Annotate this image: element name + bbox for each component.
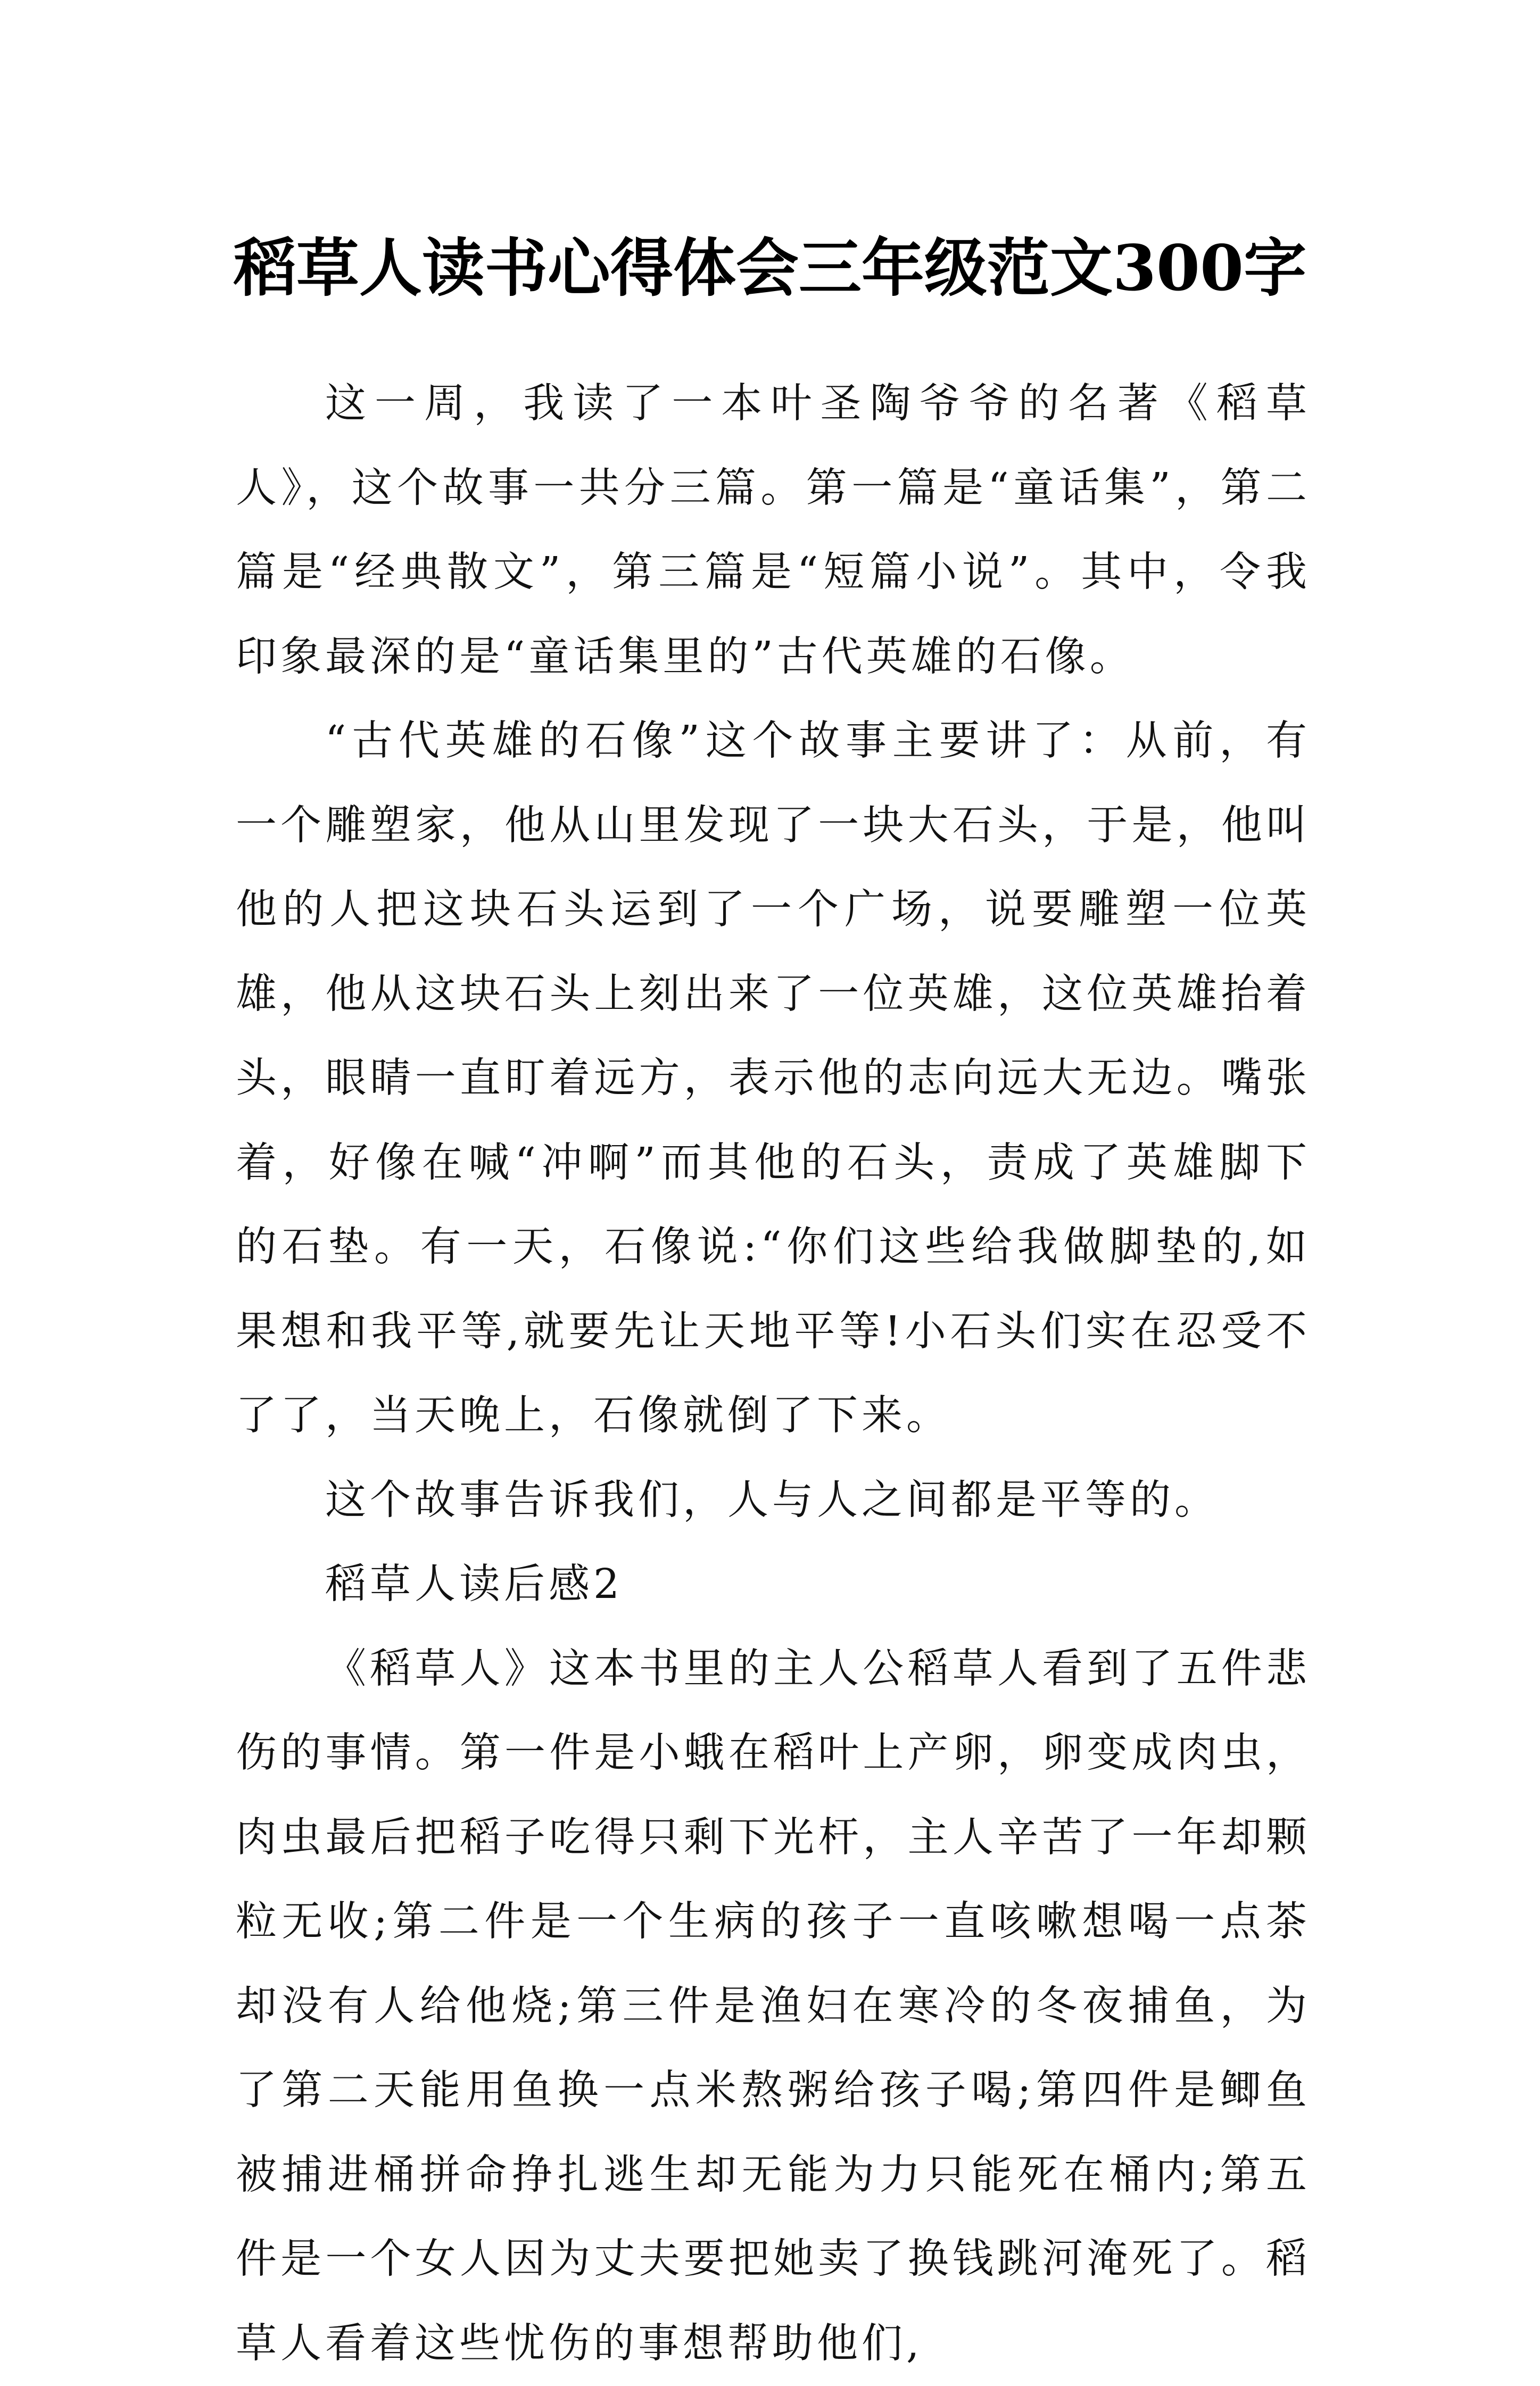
section-heading: 稻草人读后感2 xyxy=(236,1543,1311,1627)
document-title: 稻草人读书心得体会三年级范文300字 xyxy=(0,228,1540,308)
document-body xyxy=(236,362,1311,2386)
paragraph: 《稻草人》这本书里的主人公稻草人看到了五件悲伤的事情。第一件是小蛾在稻叶上产卵，卵变成肉虫，肉虫最后把稻子吃得只剩下光杆，主人辛苦了一年却颗粒无收;第二件是一个生病的孩子一直咳嗽想喝一点茶却没有人给他烧;第三件是渔妇在寒冷的冬夜捕鱼，为了第二天能用鱼换一点米熬粥给孩子喝;第四件是鲫鱼被捕进桶拼命挣扎逃生却无能为力只能死在桶内;第五件是一个女人因为丈夫要把她卖了换钱跳河淹死了。稻草人看着这些忧伤的事想帮助他们, xyxy=(236,1627,1311,2386)
paragraph: 这一周，我读了一本叶圣陶爷爷的名著《稻草人》，这个故事一共分三篇。第一篇是“童话集”，第二篇是“经典散文”，第三篇是“短篇小说”。其中，令我印象最深的是“童话集里的”古代英雄的石像。 xyxy=(236,362,1311,699)
paragraph: “古代英雄的石像”这个故事主要讲了：从前，有一个雕塑家，他从山里发现了一块大石头，于是，他叫他的人把这块石头运到了一个广场，说要雕塑一位英雄，他从这块石头上刻出来了一位英雄，这位英雄抬着头，眼睛一直盯着远方，表示他的志向远大无边。嘴张着，好像在喊“冲啊”而其他的石头，责成了英雄脚下的石垫。有一天，石像说:“你们这些给我做脚垫的,如果想和我平等,就要先让天地平等!小石头们实在忍受不了了，当天晚上，石像就倒了下来。 xyxy=(236,699,1311,1459)
paragraph: 这个故事告诉我们，人与人之间都是平等的。 xyxy=(236,1459,1311,1543)
